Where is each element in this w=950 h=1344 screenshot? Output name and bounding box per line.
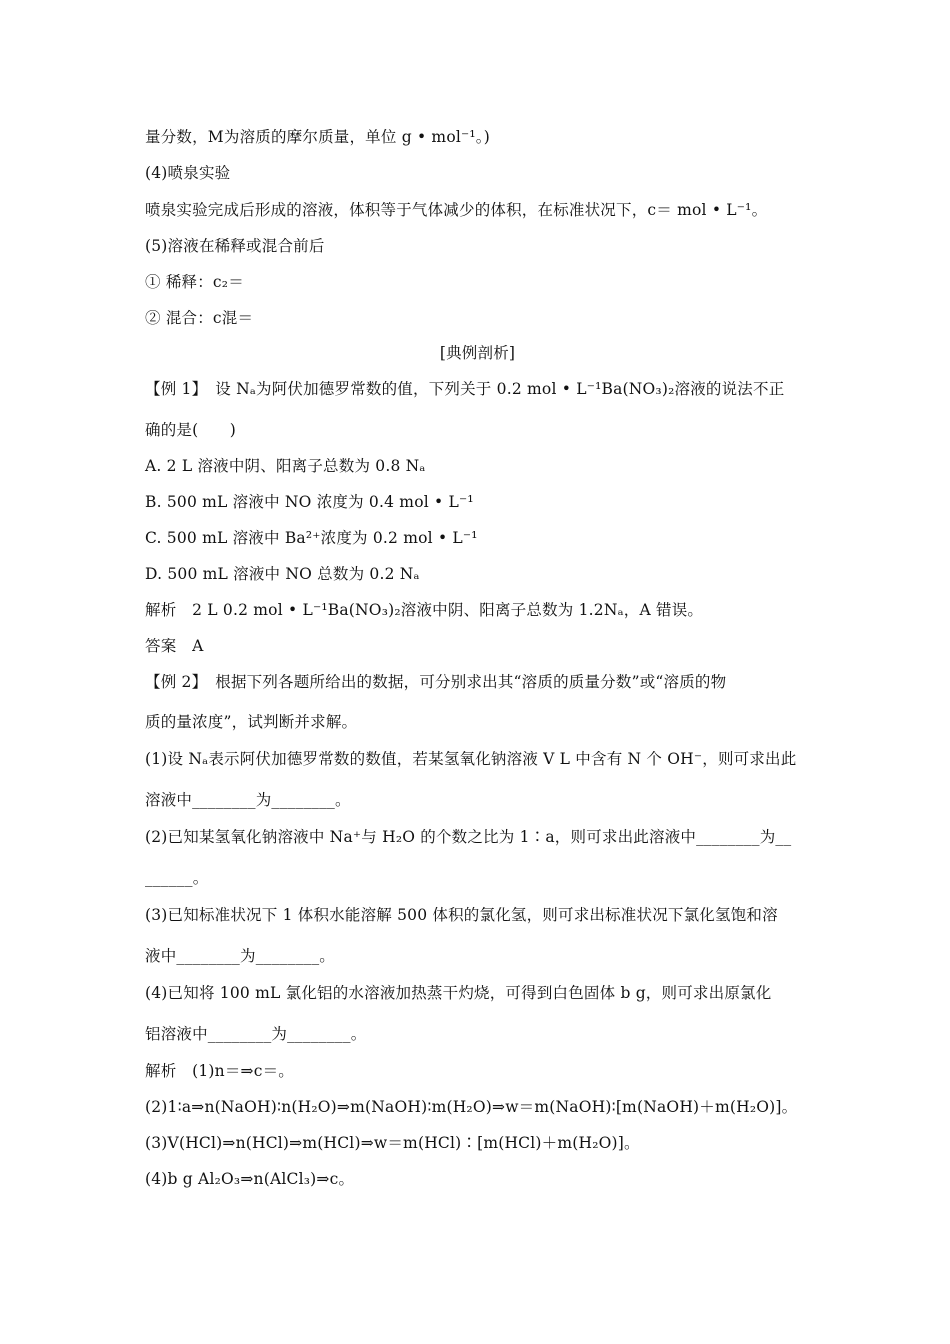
section-heading: [典例剖析]	[439, 344, 516, 362]
text-line: 确的是( )	[145, 421, 236, 439]
analysis-line: 解析 (1)n＝⇒c＝。	[145, 1062, 295, 1080]
text-line: (3)已知标准状况下 1 体积水能溶解 500 体积的氯化氢，则可求出标准状况下氯化氢饱和溶	[145, 906, 778, 924]
answer-line: 答案 A	[145, 637, 204, 655]
text-line: 质的量浓度”，试判断并求解。	[145, 713, 358, 731]
text-line: (4)已知将 100 mL 氯化铝的水溶液加热蒸干灼烧，可得到白色固体 b g，则可求出原氯化	[145, 984, 772, 1002]
text-line: ① 稀释：c₂＝	[145, 273, 244, 291]
option-a: A. 2 L 溶液中阴、阳离子总数为 0.8 Nₐ	[145, 457, 426, 475]
text-line: (4)喷泉实验	[145, 164, 231, 182]
text-line: 喷泉实验完成后形成的溶液，体积等于气体减少的体积，在标准状况下，c＝ mol • L⁻¹。	[145, 201, 768, 219]
text-line: ② 混合：c混＝	[145, 309, 254, 327]
text-line: ______。	[145, 869, 209, 887]
text-line: 铝溶液中________为________。	[145, 1025, 367, 1043]
option-b: B. 500 mL 溶液中 NO 浓度为 0.4 mol • L⁻¹	[145, 493, 474, 511]
text-line: 液中________为________。	[145, 947, 336, 965]
text-line: (3)V(HCl)⇒n(HCl)⇒m(HCl)⇒w＝m(HCl)∶[m(HCl)＋m(H₂O)]。	[145, 1134, 640, 1152]
option-c: C. 500 mL 溶液中 Ba²⁺浓度为 0.2 mol • L⁻¹	[145, 529, 478, 547]
text-line: 溶液中________为________。	[145, 791, 351, 809]
example-1-question: 【例 1】 设 Nₐ为阿伏加德罗常数的值，下列关于 0.2 mol • L⁻¹Ba(NO₃)₂溶液的说法不正	[145, 380, 785, 398]
text-line: (5)溶液在稀释或混合前后	[145, 237, 325, 255]
example-2-question: 【例 2】 根据下列各题所给出的数据，可分别求出其“溶质的质量分数”或“溶质的物	[145, 673, 727, 691]
text-line: 量分数，M为溶质的摩尔质量，单位 g • mol⁻¹。)	[145, 128, 490, 146]
analysis-line: 解析 2 L 0.2 mol • L⁻¹Ba(NO₃)₂溶液中阴、阳离子总数为 1.2Nₐ，A 错误。	[145, 601, 704, 619]
text-line: (4)b g Al₂O₃⇒n(AlCl₃)⇒c。	[145, 1170, 355, 1188]
text-line: (2)已知某氢氧化钠溶液中 Na⁺与 H₂O 的个数之比为 1∶a，则可求出此溶液中________为__	[145, 828, 792, 846]
option-d: D. 500 mL 溶液中 NO 总数为 0.2 Nₐ	[145, 565, 420, 583]
text-line: (1)设 Nₐ表示阿伏加德罗常数的数值，若某氢氧化钠溶液 V L 中含有 N 个 OH⁻，则可求出此	[145, 750, 797, 768]
text-line: (2)1∶a⇒n(NaOH)∶n(H₂O)⇒m(NaOH)∶m(H₂O)⇒w＝m(NaOH)∶[m(NaOH)＋m(H₂O)]。	[145, 1098, 798, 1116]
